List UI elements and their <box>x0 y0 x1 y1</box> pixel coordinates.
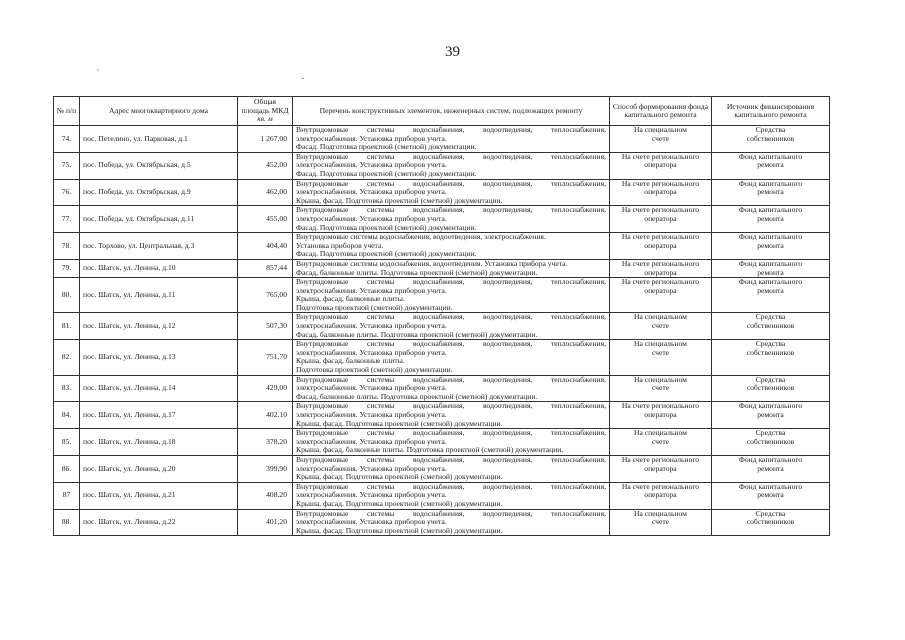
row-source <box>712 313 830 340</box>
fund-method-line: счете <box>651 383 670 393</box>
works-line: электроснабжения. Установка приборов учета. <box>296 347 447 357</box>
row-address: пос. Шатск, ул. Ленина, д.12 <box>80 313 238 340</box>
works-line: электроснабжения. Установка приборов учета. <box>296 213 447 223</box>
row-number: 76. <box>54 179 80 206</box>
fund-method-line: счете <box>651 436 670 446</box>
source-line: Фонд капитального <box>738 259 803 268</box>
fund-method-line: На счете регионального <box>621 259 700 268</box>
row-number: 75. <box>54 152 80 179</box>
source-line: ремонта <box>757 490 784 500</box>
table-row <box>54 313 830 340</box>
header-area <box>238 97 293 126</box>
row-number: 82. <box>54 340 80 375</box>
row-fund-method <box>610 375 712 402</box>
fund-method-line: На счете регионального <box>621 205 700 215</box>
row-area: 507,30 <box>238 313 293 340</box>
row-area: 452,00 <box>238 152 293 179</box>
works-line: Крыша, фасад. Подготовка проектной (сметной) документации. <box>296 472 503 482</box>
source-line: ремонта <box>757 463 784 473</box>
table-row <box>54 455 830 482</box>
row-number: 78. <box>54 233 80 260</box>
row-fund-method <box>610 179 712 206</box>
row-address: пос. Победа, ул. Октябрьская, д.11 <box>80 206 238 233</box>
scan-mark: ' <box>97 68 99 79</box>
row-works <box>293 340 610 375</box>
works-line: электроснабжения. Установка приборов учета. <box>296 410 447 419</box>
source-line: Средства <box>755 375 786 384</box>
source-line: собственников <box>746 321 795 331</box>
table-row <box>54 233 830 260</box>
row-address: пос. Победа, ул. Октябрьская, д.5 <box>80 152 238 179</box>
row-number: 86. <box>54 455 80 482</box>
works-line: Крыша, фасад. Подготовка проектной (сметной) документации. <box>296 498 503 508</box>
row-address: пос. Шатск, ул. Ленина, д.13 <box>80 340 238 375</box>
row-area: 455,00 <box>238 206 293 233</box>
works-line: Крыша, фасад. Подготовка проектной (сметной) документации. <box>296 418 503 428</box>
row-works <box>293 179 610 206</box>
works-line: Крыша, фасад. Подготовка проектной (сметной) документации. <box>296 525 503 535</box>
source-line: ремонта <box>757 187 784 197</box>
works-line: Фасад, балконные плиты. Подготовка проектной (сметной) документации. <box>296 329 538 339</box>
fund-method-line: На счете регионального <box>621 482 700 491</box>
fund-method-line: На счете регионального <box>621 455 700 464</box>
row-number: 88. <box>54 509 80 536</box>
row-works <box>293 126 610 153</box>
works-line: Внутридомовые системы водоснабжения, водоотведения. Установка прибора учета. <box>296 259 568 268</box>
row-fund-method <box>610 278 712 313</box>
fund-method-line: оператора <box>644 187 677 197</box>
fund-method-line: На счете регионального <box>621 401 700 411</box>
row-fund-method <box>610 402 712 429</box>
source-line: ремонта <box>757 160 784 170</box>
row-works <box>293 313 610 340</box>
fund-method-line: На специальном <box>634 125 687 134</box>
row-source <box>712 278 830 313</box>
source-line: собственников <box>746 436 795 446</box>
row-area: 857,44 <box>238 259 293 277</box>
row-address: пос. Петелино, ул. Парковая, д.1 <box>80 126 238 153</box>
page-number: 39 <box>445 44 460 60</box>
works-line: Фасад. Подготовка проектной (сметной) документации. <box>296 142 477 152</box>
row-source <box>712 455 830 482</box>
source-line: Фонд капитального <box>738 401 803 411</box>
works-line: электроснабжения. Установка приборов учета. <box>296 436 447 446</box>
row-address: пос. Шатск, ул. Ленина, д.17 <box>80 402 238 429</box>
fund-method-line: счете <box>651 133 670 143</box>
row-works <box>293 429 610 456</box>
row-number: 81. <box>54 313 80 340</box>
row-number: 85. <box>54 429 80 456</box>
row-source <box>712 179 830 206</box>
row-fund-method <box>610 313 712 340</box>
fund-method-line: На специальном <box>634 428 687 438</box>
header-works: Перечень конструктивных элементов, инженерных систем, подлежащих ремонту <box>293 97 610 126</box>
header-fund-method: Способ формирования фонда капитального ремонта <box>610 97 712 126</box>
works-line: Внутридомовые системы водоснабжения, водоотведения, теплоснабжения, <box>296 152 606 161</box>
table-row <box>54 278 830 313</box>
source-line: ремонта <box>757 240 784 250</box>
works-line: электроснабжения. Установка приборов учета. <box>296 285 447 295</box>
fund-method-line: счете <box>651 347 670 357</box>
source-line: ремонта <box>757 285 784 295</box>
works-line: Внутридомовые системы водоснабжения, водоотведения, теплоснабжения, <box>296 125 606 134</box>
table-body <box>54 126 830 536</box>
source-line: Фонд капитального <box>738 482 803 491</box>
source-line: Средства <box>755 339 786 349</box>
row-number: 84. <box>54 402 80 429</box>
row-fund-method <box>610 206 712 233</box>
table-row <box>54 375 830 402</box>
row-works <box>293 375 610 402</box>
row-fund-method <box>610 455 712 482</box>
header-address: Адрес многоквартирного дома <box>80 97 238 126</box>
source-line: собственников <box>746 517 795 527</box>
row-source <box>712 482 830 509</box>
row-area: 378,20 <box>238 429 293 456</box>
source-line: собственников <box>746 383 795 393</box>
row-area: 399,90 <box>238 455 293 482</box>
works-line: электроснабжения. Установка приборов учета. <box>296 490 447 500</box>
row-address: пос. Победа, ул. Октябрьская, д.9 <box>80 179 238 206</box>
source-line: Фонд капитального <box>738 232 803 242</box>
row-area: 765,00 <box>238 278 293 313</box>
table-row <box>54 152 830 179</box>
fund-method-line: оператора <box>644 267 677 277</box>
fund-method-line: оператора <box>644 240 677 250</box>
table-row <box>54 482 830 509</box>
row-number: 80. <box>54 278 80 313</box>
header-area-label: Общая площадь МКД <box>241 97 289 115</box>
works-line: электроснабжения. Установка приборов учета. <box>296 160 447 170</box>
source-line: Фонд капитального <box>738 152 803 161</box>
source-line: Фонд капитального <box>738 179 803 188</box>
scan-mark: - <box>301 73 305 84</box>
works-line: Внутридомовые системы водоснабжения, водоотведения, теплоснабжения, <box>296 455 606 464</box>
works-line: электроснабжения. Установка приборов учета. <box>296 321 447 331</box>
works-line: Установка приборов учета. <box>296 240 384 250</box>
works-line: электроснабжения. Установка приборов учета. <box>296 187 447 197</box>
works-line: электроснабжения. Установка приборов учета. <box>296 133 447 143</box>
row-source <box>712 402 830 429</box>
source-line: ремонта <box>757 410 784 419</box>
works-line: Внутридомовые системы водоснабжения, водоотведения, теплоснабжения, <box>296 401 606 411</box>
source-line: собственников <box>746 133 795 143</box>
fund-method-line: оператора <box>644 285 677 295</box>
row-source <box>712 206 830 233</box>
row-works <box>293 259 610 277</box>
works-line: Фасад. Подготовка проектной (сметной) документации. <box>296 249 477 259</box>
row-source <box>712 375 830 402</box>
row-source <box>712 259 830 277</box>
header-area-unit: кв. м <box>257 114 273 124</box>
works-line: Внутридомовые системы водоснабжения, водоотведения, теплоснабжения, <box>296 375 606 384</box>
table-row <box>54 126 830 153</box>
works-line: Внутридомовые системы водоснабжения, водоотведения, теплоснабжения, <box>296 205 606 215</box>
fund-method-line: На специальном <box>634 339 687 349</box>
works-line: Крыша, фасад, балконные плиты. Подготовка проектной (сметной) документации. <box>296 445 564 455</box>
works-line: электроснабжения. Установка приборов учета. <box>296 383 447 393</box>
row-address: пос. Шатск, ул. Ленина, д.10 <box>80 259 238 277</box>
row-source <box>712 126 830 153</box>
works-line: электроснабжения. Установка приборов учета. <box>296 517 447 527</box>
row-fund-method <box>610 233 712 260</box>
fund-method-line: На счете регионального <box>621 232 700 242</box>
row-area: 404,40 <box>238 233 293 260</box>
row-works <box>293 278 610 313</box>
row-works <box>293 152 610 179</box>
works-line: электроснабжения. Установка приборов учета. <box>296 463 447 473</box>
row-fund-method <box>610 429 712 456</box>
table-row <box>54 206 830 233</box>
works-line: Внутридомовые системы водоснабжения, водоотведения, теплоснабжения, <box>296 428 606 438</box>
header-num: № п/п <box>54 97 80 126</box>
fund-method-line: На специальном <box>634 509 687 518</box>
fund-method-line: На счете регионального <box>621 179 700 188</box>
row-fund-method <box>610 126 712 153</box>
works-line: Фасад. Подготовка проектной (сметной) документации. <box>296 222 477 232</box>
works-line: Крыша, фасад. Подготовка проектной (сметной) документации. <box>296 195 503 205</box>
fund-method-line: оператора <box>644 213 677 223</box>
fund-method-line: На специальном <box>634 375 687 384</box>
fund-method-line: На счете регионального <box>621 152 700 161</box>
works-line: Внутридомовые системы водоснабжения, водоотведения, теплоснабжения, <box>296 277 606 287</box>
row-number: 77. <box>54 206 80 233</box>
row-fund-method <box>610 482 712 509</box>
table-row <box>54 179 830 206</box>
table-row <box>54 509 830 536</box>
row-address: пос. Шатск, ул. Ленина, д.14 <box>80 375 238 402</box>
row-fund-method <box>610 340 712 375</box>
works-line: Внутридомовые системы водоснабжения, водоотведения, электроснабжения. <box>296 232 546 242</box>
row-area: 429,00 <box>238 375 293 402</box>
source-line: Фонд капитального <box>738 455 803 464</box>
works-line: Внутридомовые системы водоснабжения, водоотведения, теплоснабжения, <box>296 179 606 188</box>
source-line: собственников <box>746 347 795 357</box>
row-works <box>293 206 610 233</box>
source-line: Средства <box>755 428 786 438</box>
fund-method-line: На счете регионального <box>621 277 700 287</box>
row-works <box>293 233 610 260</box>
works-line: Внутридомовые системы водоснабжения, водоотведения, теплоснабжения, <box>296 509 606 518</box>
repair-table <box>53 96 830 536</box>
row-area: 462,00 <box>238 179 293 206</box>
source-line: ремонта <box>757 267 784 277</box>
fund-method-line: На специальном <box>634 312 687 322</box>
row-number: 74. <box>54 126 80 153</box>
works-line: Внутридомовые системы водоснабжения, водоотведения, теплоснабжения, <box>296 339 606 349</box>
works-line: Внутридомовые системы водоснабжения, водоотведения, теплоснабжения, <box>296 482 606 491</box>
row-source <box>712 509 830 536</box>
fund-method-line: оператора <box>644 463 677 473</box>
table-row <box>54 259 830 277</box>
fund-method-line: оператора <box>644 410 677 419</box>
works-line: Крыша, фасад, балконные плиты. <box>296 356 405 366</box>
source-line: Средства <box>755 509 786 518</box>
row-fund-method <box>610 152 712 179</box>
row-source <box>712 340 830 375</box>
fund-method-line: счете <box>651 517 670 527</box>
row-address: пос. Шатск, ул. Ленина, д.21 <box>80 482 238 509</box>
row-source <box>712 152 830 179</box>
works-line: Внутридомовые системы водоснабжения, водоотведения, теплоснабжения, <box>296 312 606 322</box>
header-source: Источник финансирования капитального ремонта <box>712 97 830 126</box>
table-row <box>54 429 830 456</box>
source-line: ремонта <box>757 213 784 223</box>
row-number: 79. <box>54 259 80 277</box>
row-address: пос. Торхово, ул. Центральная, д.3 <box>80 233 238 260</box>
row-number: 87 <box>54 482 80 509</box>
works-line: Фасад. Подготовка проектной (сметной) документации. <box>296 168 477 178</box>
works-line: Подготовка проектной (сметной) документации. <box>296 365 453 375</box>
row-works <box>293 455 610 482</box>
row-source <box>712 233 830 260</box>
works-line: Фасад, балконные плиты. Подготовка проектной (сметной) документации. <box>296 391 538 401</box>
source-line: Фонд капитального <box>738 205 803 215</box>
table-row <box>54 340 830 375</box>
source-line: Средства <box>755 125 786 134</box>
row-area: 1 267,00 <box>238 126 293 153</box>
row-address: пос. Шатск, ул. Ленина, д.18 <box>80 429 238 456</box>
fund-method-line: счете <box>651 321 670 331</box>
row-works <box>293 482 610 509</box>
works-line: Крыша, фасад, балконные плиты. <box>296 294 405 304</box>
row-address: пос. Шатск, ул. Ленина, д.22 <box>80 509 238 536</box>
row-address: пос. Шатск, ул. Ленина, д.20 <box>80 455 238 482</box>
row-area: 408,20 <box>238 482 293 509</box>
works-line: Подготовка проектной (сметной) документации. <box>296 302 453 312</box>
works-line: Фасад, балконные плиты. Подготовка проектной (сметной) документации. <box>296 267 538 277</box>
row-number: 83. <box>54 375 80 402</box>
row-fund-method <box>610 509 712 536</box>
source-line: Средства <box>755 312 786 322</box>
fund-method-line: оператора <box>644 490 677 500</box>
row-area: 751,70 <box>238 340 293 375</box>
row-works <box>293 402 610 429</box>
fund-method-line: оператора <box>644 160 677 170</box>
source-line: Фонд капитального <box>738 277 803 287</box>
row-fund-method <box>610 259 712 277</box>
row-works <box>293 509 610 536</box>
table-row <box>54 402 830 429</box>
row-address: пос. Шатск, ул. Ленина, д.11 <box>80 278 238 313</box>
row-source <box>712 429 830 456</box>
row-area: 401,20 <box>238 509 293 536</box>
table-header <box>54 97 830 126</box>
row-area: 402,10 <box>238 402 293 429</box>
